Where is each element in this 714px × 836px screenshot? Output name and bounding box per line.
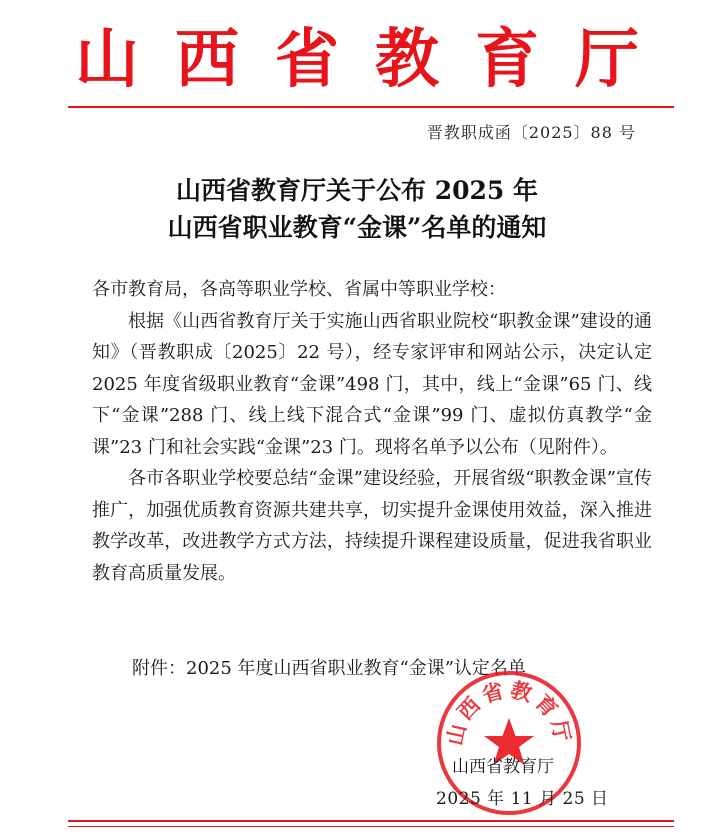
footer-red-rule-thin bbox=[68, 826, 674, 827]
footer-red-rule-thick bbox=[68, 820, 674, 822]
document-number: 晋教职成函〔2025〕88 号 bbox=[426, 123, 636, 142]
attachment-line: 附件：2025 年度山西省职业教育“金课”认定名单 bbox=[132, 658, 526, 679]
title-line-2: 山西省职业教育“金课”名单的通知 bbox=[167, 213, 547, 242]
salutation: 各市教育局，各高等职业学校、省属中等职业学校： bbox=[92, 279, 506, 300]
body-paragraph-2: 各市各职业学校要总结“金课”建设经验，开展省级“职教金课”宣传推广，加强优质教育资源共建共享，切实提升金课使用效益，深入推进教学改革，改进教学方式方法，持续提升课程建设质量，促进我省职业教育高质量发展。 bbox=[92, 468, 652, 584]
seal-text: 山西省教育厅 bbox=[441, 676, 577, 748]
document-title bbox=[0, 172, 714, 246]
masthead-title: 山西省教育厅 bbox=[75, 22, 675, 97]
signing-date: 2025 年 11 月 25 日 bbox=[436, 789, 609, 809]
signing-authority: 山西省教育厅 bbox=[452, 757, 554, 777]
body-paragraph-1: 根据《山西省教育厅关于实施山西省职业院校“职教金课”建设的通知》（晋教职成〔2025〕22 号），经专家评审和网站公示，决定认定 2025 年度省级职业教育“金课”498 门，其中，线上“金课”65 门、线下“金课”288 门、线上线下混合式“金课”99 门、虚拟仿真教学“金课”23 门和社会实践“金课”23 门。现将名单予以公布（见附件）。 bbox=[92, 310, 652, 458]
title-line-1: 山西省教育厅关于公布 2025 年 bbox=[176, 176, 538, 205]
document-body bbox=[92, 274, 652, 589]
masthead-red-rule bbox=[68, 106, 674, 108]
